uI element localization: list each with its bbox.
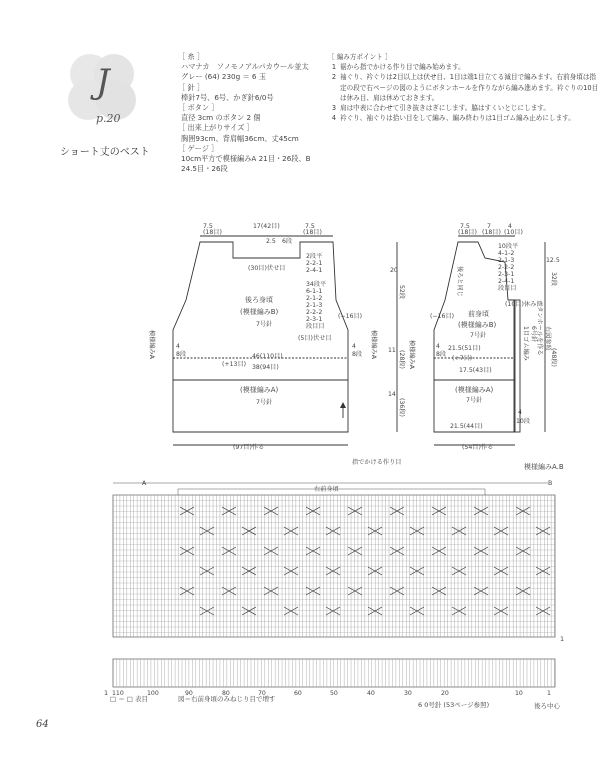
svg-text:10: 10: [515, 690, 523, 697]
svg-text:60: 60: [294, 690, 302, 697]
cast-note: 指でかける作り目: [352, 459, 402, 466]
dim-h28: (28段): [398, 350, 405, 369]
back-dec16: (−16目): [338, 313, 363, 320]
point-number: 4: [331, 114, 337, 123]
front-h10: 10段: [516, 418, 531, 425]
legend-knit: □ ＝ □ 表目: [110, 695, 148, 703]
shape2-f: 2-3-1: [306, 316, 323, 323]
svg-text:90: 90: [185, 690, 193, 697]
front-left-8: 8段: [436, 351, 447, 358]
front-left-4: 4: [436, 343, 440, 350]
arrow-icon: [340, 402, 346, 408]
back-side-a-right: 模様編みA: [370, 330, 377, 359]
chart-left-row: 1: [104, 689, 109, 697]
back-name: 後ろ身頃: [245, 296, 273, 304]
front-shoulder-note: 後ろと同じ: [456, 266, 463, 297]
back-width38: 38(94目): [252, 364, 279, 371]
shape2-b: 6-1-1: [306, 288, 323, 295]
page-number: 64: [36, 719, 49, 730]
spec-heading: ［ 出来上がりサイズ ］: [178, 123, 254, 133]
front-w17: 17.5(43目): [459, 367, 492, 374]
front-cast-on: (54目)作る: [462, 444, 494, 451]
spec-heading: ［ ボタン ］: [178, 103, 219, 113]
back-pattern: (模様編みB): [240, 308, 279, 316]
spec-heading: ［ 針 ］: [178, 82, 205, 92]
svg-text:100: 100: [147, 690, 159, 697]
front-button-note: ボタンホールを作る: [536, 300, 543, 356]
points-heading: ［ 編み方ポイント ］: [328, 53, 392, 61]
shape1-b: 2-2-1: [306, 260, 323, 267]
neck-bind: (30目)伏せ目: [248, 265, 286, 272]
front-h48: (48段): [550, 348, 557, 367]
spec-line: 胸囲93cm、背肩幅36cm、丈45cm: [181, 133, 299, 143]
front-shape-g: 段目目: [498, 285, 517, 292]
front-needle: 7号針: [470, 332, 487, 339]
spec-heading: ［ 糸 ］: [178, 52, 205, 61]
back-left-8: 8段: [176, 351, 187, 358]
dim-h36: (36段): [398, 398, 405, 417]
chart-right-row: 1: [560, 635, 565, 643]
front-inc7: (+7目): [452, 355, 473, 362]
front-side-a: 模様編みA: [408, 340, 415, 369]
svg-text:80: 80: [222, 690, 230, 697]
spec-line: 棒針7号、6号、かぎ針6/0号: [181, 92, 274, 102]
front-rest: (10目)休み目: [505, 301, 543, 308]
front-name: 前身頃: [468, 310, 489, 318]
pattern-letter: J: [96, 62, 110, 102]
back-top-right-sts: (18目): [303, 229, 322, 236]
spec-line: ハマナカ ソノモノアルパカウール並太: [181, 62, 309, 72]
svg-text:20: 20: [441, 690, 449, 697]
chart-label-b: B: [548, 480, 553, 487]
legend-twist: 図＝右前身頃のみねじり目で増す: [178, 695, 276, 703]
back-top-right: 7.5: [305, 223, 315, 230]
back-right-4: 4: [352, 343, 356, 350]
back-width46: 46(110目): [252, 353, 283, 360]
stitch-chart: [0, 455, 614, 715]
dim-h11: 11: [388, 347, 396, 354]
chart-title: 模様編みA.B: [524, 463, 564, 471]
front-pattern: (模様編みB): [458, 321, 497, 329]
front-top-left-sts: (18目): [458, 229, 477, 236]
neck-rows: 6段: [282, 238, 293, 245]
back-side-a-left: 模様編みA: [148, 330, 155, 359]
back-top-mid: 17(42目): [253, 223, 280, 230]
svg-text:30: 30: [404, 690, 412, 697]
svg-text:110: 110: [112, 690, 124, 697]
back-inc13: (+13目): [222, 361, 247, 368]
front-shape-a: 10段平: [498, 243, 519, 250]
front-top-right-sts: (10目): [504, 229, 523, 236]
back-top-left: 7.5: [203, 223, 213, 230]
front-shape-e: 2-3-1: [498, 271, 515, 278]
front-w21: 21.5(51目): [448, 345, 481, 352]
point-text: 肩は中表に合わせて引き抜きはぎにします。脇はすくいとじにします。: [340, 104, 550, 113]
front-w21b: 21.5(44目): [450, 423, 483, 430]
front-top-left: 7.5: [460, 223, 470, 230]
front-top-mid: 7: [487, 223, 491, 230]
chart-section: 右前身頃: [314, 486, 339, 493]
back-top-left-sts: (18目): [203, 229, 222, 236]
front-shape-d: 2-2-2: [498, 264, 515, 271]
neck-depth: 2.5: [266, 238, 276, 245]
back-needle: 7号針: [256, 321, 273, 328]
front-h12: 12.5: [546, 257, 560, 264]
front-h4: 4: [518, 409, 522, 416]
dim-h52: 52段: [398, 285, 405, 300]
back-right-8: 8段: [352, 351, 363, 358]
front-top-right: 4: [508, 223, 512, 230]
pattern-title: ショート丈のベスト: [60, 147, 150, 158]
front-shape-b: 4-1-2: [498, 250, 515, 257]
spec-line: 10cm平方で模様編みA 21目・26段、B: [181, 154, 311, 164]
svg-text:50: 50: [330, 690, 338, 697]
front-rib: 1目ゴム編み: [522, 326, 529, 361]
point-text: 袖ぐり、衿ぐりは2目以上は伏せ目、1目は端1目立てる減目で編みます。右前身頃は指定の段で右ページの図のようにボタンホールを作りながら編み進めます。衿ぐりの10目は休み目、肩は休めておきます。: [340, 73, 599, 102]
front-h32: 32段: [550, 272, 557, 287]
shape2-a: 34段平: [306, 281, 327, 288]
dim-h20: 20: [390, 267, 398, 274]
front-button-ref: 右図参照: [544, 326, 551, 351]
page-reference: p.20: [96, 112, 121, 125]
back-lower-needle: 7号針: [256, 399, 273, 406]
back-center: 後ろ中心: [534, 702, 560, 710]
front-lower-pattern: (模様編みA): [455, 386, 494, 394]
legend-needle: 6 0号針 (53ページ参照): [418, 701, 490, 709]
front-shape-c: 2-1-3: [498, 257, 515, 264]
chart-label-a: A: [142, 480, 147, 487]
spec-heading: ［ ゲージ ］: [178, 143, 219, 153]
point-text: 衿ぐり、袖ぐりは拾い目をして編み、編み終わりは1目ゴム編み止めにします。: [340, 114, 575, 123]
front-shape-f: 2-4-1: [498, 278, 515, 285]
spec-line: グレー (64) 230g ＝ 6 玉: [181, 72, 266, 82]
back-left-4: 4: [176, 343, 180, 350]
shape2-d: 2-1-3: [306, 302, 323, 309]
point-number: 1: [331, 63, 337, 72]
shape1-c: 2-4-1: [306, 267, 323, 274]
chart-grid: [113, 495, 555, 687]
point-number: 3: [331, 104, 337, 113]
svg-text:40: 40: [367, 690, 375, 697]
front-rib-needle: 6号針: [530, 326, 537, 343]
point-number: 2: [331, 73, 337, 82]
point-text: 裾から指でかける作り目で編み始めます。: [340, 63, 465, 72]
shape2-c: 2-1-2: [306, 295, 323, 302]
front-lower-needle: 7号針: [466, 397, 483, 404]
back-lower-pattern: (模様編みA): [240, 386, 279, 394]
spec-line: 24.5目・26段: [181, 164, 228, 174]
front-top-mid-sts: (18目): [482, 229, 501, 236]
shape2-e: 2-2-2: [306, 309, 323, 316]
shape1-a: 2段平: [306, 253, 323, 260]
back-cast-on: (97目)作る: [233, 444, 265, 451]
bind5: (5目)伏せ目: [298, 335, 332, 342]
svg-text:70: 70: [258, 690, 266, 697]
front-dec16: (−16目): [430, 313, 455, 320]
svg-text:1: 1: [547, 690, 551, 697]
dim-h14: 14: [388, 391, 396, 398]
spec-line: 直径 3cm のボタン 2 個: [181, 113, 261, 123]
shape2-g: 段目目: [306, 323, 325, 330]
